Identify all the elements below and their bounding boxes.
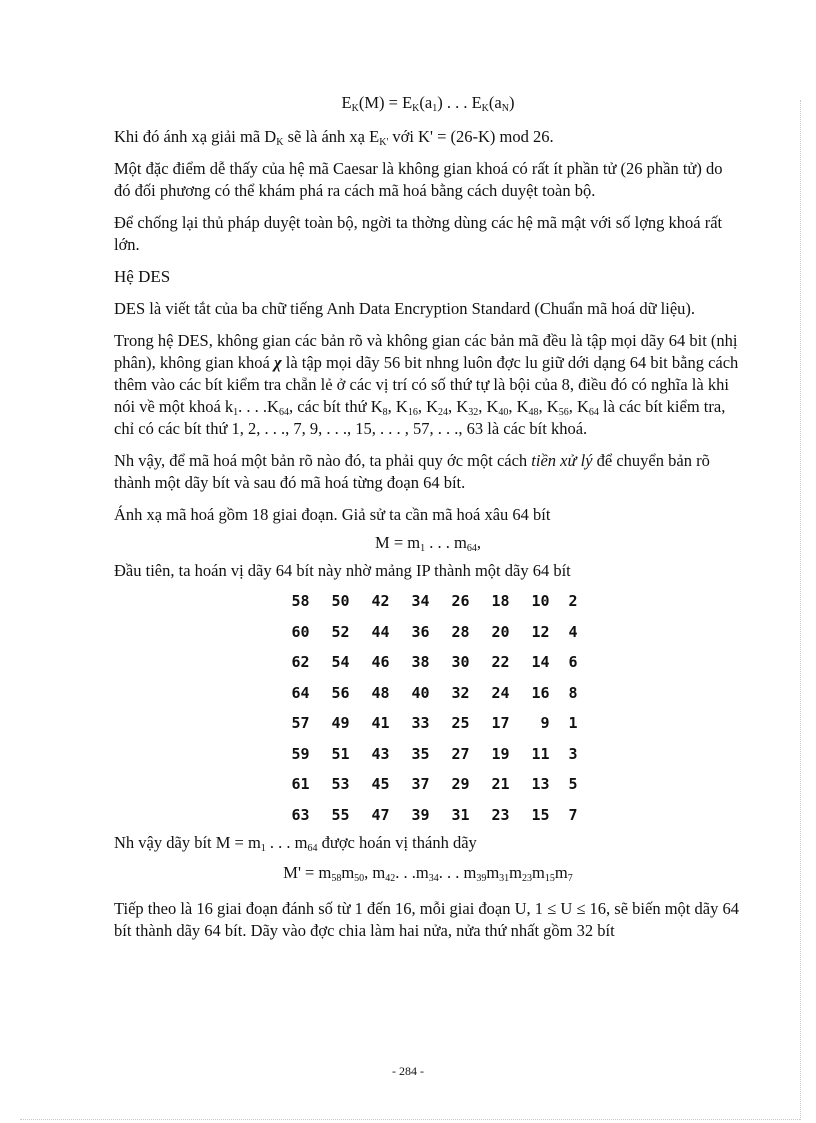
text: , K — [508, 397, 529, 416]
text: , m — [364, 863, 386, 882]
table-cell: 9 — [540, 714, 550, 733]
page-number: - 284 - — [392, 1064, 424, 1078]
subscript: 32 — [468, 407, 479, 418]
subscript: 23 — [522, 873, 533, 884]
text: . . . .K — [238, 397, 279, 416]
text: , K — [538, 397, 559, 416]
table-row — [276, 708, 581, 739]
text: . . . m — [265, 833, 308, 852]
page-border-bottom — [20, 1119, 800, 1120]
subscript: 31 — [499, 873, 510, 884]
table-cell: 61 — [291, 775, 310, 794]
table-cell: 48 — [371, 683, 390, 702]
table-cell: 12 — [531, 622, 550, 641]
table-cell: 1 — [568, 714, 578, 733]
subscript: 50 — [354, 873, 365, 884]
text: M = m — [375, 533, 421, 552]
subscript: 40 — [498, 407, 509, 418]
table-cell: 42 — [371, 592, 390, 611]
subscript: 48 — [528, 407, 539, 418]
paragraph-des-space — [114, 330, 742, 440]
table-cell: 34 — [411, 592, 430, 611]
text: , K — [478, 397, 499, 416]
formula-m — [114, 532, 742, 554]
subscript: 56 — [558, 407, 569, 418]
table-cell: 19 — [491, 744, 510, 763]
table-cell: 45 — [371, 775, 390, 794]
table-cell: 24 — [491, 683, 510, 702]
text: , K — [448, 397, 469, 416]
paragraph-des-intro: DES là viết tắt của ba chữ tiếng Anh Data Encryption Standard (Chuẩn mã hoá dữ liệu). — [114, 299, 696, 318]
paragraph-rounds: Tiếp theo là 16 giai đoạn đánh số từ 1 đến 16, mỗi giai đoạn U, 1 ≤ U ≤ 16, sẽ biến một dãy 64 bít thành dãy 64 bít. Dãy vào đợc chia làm hai nửa, nửa thứ nhất gồm 32 bít — [114, 899, 739, 940]
table-cell: 13 — [531, 775, 550, 794]
text: , các bít thứ K — [288, 397, 383, 416]
formula-ek: $E_K(M) = E_K(a_1)$ . . . $E_K(a_N)$ — [341, 93, 515, 114]
text: được hoán vị thánh dãy — [317, 833, 477, 852]
table-cell: 58 — [291, 592, 310, 611]
subscript: 24 — [438, 407, 449, 418]
text: m — [486, 863, 500, 882]
table-row — [276, 617, 581, 648]
table-row — [276, 769, 581, 800]
table-cell: 35 — [411, 744, 430, 763]
subscript: K' — [379, 137, 389, 148]
table-row — [276, 739, 581, 770]
table-row — [276, 586, 581, 617]
text: Nh vậy, để mã hoá một bản rõ nào đó, ta phải quy ớc một cách — [114, 451, 532, 470]
paragraph-counter: Để chống lại thủ pháp duyệt toàn bộ, ngời ta thờng dùng các hệ mã mật với số lợng khoá rất lớn. — [114, 213, 723, 254]
table-cell: 17 — [491, 714, 510, 733]
table-cell: 44 — [371, 622, 390, 641]
table-cell: 29 — [451, 775, 470, 794]
table-cell: 15 — [531, 805, 550, 824]
table-cell: 40 — [411, 683, 430, 702]
table-cell: 43 — [371, 744, 390, 763]
table-cell: 31 — [451, 805, 470, 824]
table-cell: 39 — [411, 805, 430, 824]
table-cell: 53 — [331, 775, 350, 794]
table-cell: 47 — [371, 805, 390, 824]
text: Trong hệ DES, không gian các bản rõ và không gian các bản mã đều là tập mọi dãy 64 bit (nhị phân), không gian khoá — [114, 331, 738, 372]
table-cell: 37 — [411, 775, 430, 794]
table-row — [276, 678, 581, 709]
table-cell: 33 — [411, 714, 430, 733]
table-cell: 62 — [291, 653, 310, 672]
table-cell: 7 — [568, 805, 578, 824]
paragraph-preprocess — [114, 450, 742, 494]
table-cell: 59 — [291, 744, 310, 763]
heading-des: Hệ DES — [114, 267, 171, 286]
table-cell: 52 — [331, 622, 350, 641]
table-cell: 21 — [491, 775, 510, 794]
text: để chuyển bản rõ thành một dãy bít và sau đó mã hoá từng đoạn 64 bít. — [114, 451, 710, 492]
table-cell: 25 — [451, 714, 470, 733]
text: Nh vậy dãy bít M = m — [114, 833, 261, 852]
text: với K' = (26-K) mod 26. — [388, 127, 554, 146]
text: m — [509, 863, 523, 882]
paragraph-ip-intro: Đầu tiên, ta hoán vị dãy 64 bít này nhờ mảng IP thành một dãy 64 bít — [114, 561, 571, 580]
text: m — [532, 863, 545, 882]
table-cell: 55 — [331, 805, 350, 824]
table-cell: 49 — [331, 714, 350, 733]
table-cell: 11 — [531, 744, 550, 763]
subscript: 64 — [278, 407, 289, 418]
text: là các bít kiểm tra, chỉ có các bít thứ 1, 2, . . ., 7, 9, . . ., 15, . . . , 57, . . ., 63 là các bít khoá. — [114, 397, 726, 438]
table-cell: 26 — [451, 592, 470, 611]
table-row — [276, 647, 581, 678]
kappa-symbol: χ — [273, 353, 282, 372]
text: , K — [417, 397, 439, 416]
paragraph-permuted — [114, 832, 742, 854]
italic-term: tiền xử lý — [531, 451, 593, 470]
text: . . .m — [395, 863, 429, 882]
table-cell: 38 — [411, 653, 430, 672]
table-cell: 16 — [531, 683, 550, 702]
table-cell: 57 — [291, 714, 310, 733]
formula-m-prime — [114, 862, 742, 884]
table-cell: 27 — [451, 744, 470, 763]
subscript: 34 — [428, 873, 439, 884]
text: M' = m — [283, 863, 332, 882]
subscript: 1 — [260, 843, 266, 854]
table-cell: 54 — [331, 653, 350, 672]
subscript: 39 — [476, 873, 487, 884]
subscript: 42 — [385, 873, 396, 884]
table-cell: 10 — [531, 592, 550, 611]
table-cell: 36 — [411, 622, 430, 641]
table-cell: 50 — [331, 592, 350, 611]
table-cell: 51 — [331, 744, 350, 763]
table-cell: 41 — [371, 714, 390, 733]
paragraph-stages: Ánh xạ mã hoá gồm 18 giai đoạn. Giả sử ta cần mã hoá xâu 64 bít — [114, 505, 551, 524]
text: sẽ là ánh xạ E — [283, 127, 380, 146]
table-cell: 18 — [491, 592, 510, 611]
table-cell: 22 — [491, 653, 510, 672]
table-cell: 14 — [531, 653, 550, 672]
subscript: 8 — [382, 407, 388, 418]
subscript: 64 — [466, 543, 477, 554]
table-cell: 60 — [291, 622, 310, 641]
page-border-right — [800, 100, 801, 1120]
text: . . . m — [438, 863, 477, 882]
subscript: 16 — [407, 407, 418, 418]
ip-table-body — [276, 586, 581, 830]
table-cell: 6 — [568, 653, 578, 672]
subscript: 7 — [567, 873, 573, 884]
page-content — [114, 92, 742, 952]
text: . . . m — [425, 533, 467, 552]
ip-permutation-table — [276, 586, 581, 830]
text: m — [554, 863, 568, 882]
text: , — [476, 533, 481, 552]
subscript: 15 — [544, 873, 555, 884]
paragraph-decrypt — [114, 126, 742, 148]
table-cell: 8 — [568, 683, 578, 702]
paragraph-caesar: Một đặc điểm dễ thấy của hệ mã Caesar là không gian khoá có rất ít phần tử (26 phần tử) do đó đối phương có thể khám phá ra cách mã hoá bằng cách duyệt toàn bộ. — [114, 159, 723, 200]
table-cell: 23 — [491, 805, 510, 824]
table-cell: 2 — [568, 592, 578, 611]
table-cell: 56 — [331, 683, 350, 702]
subscript: 1 — [233, 407, 239, 418]
subscript: 64 — [588, 407, 599, 418]
table-cell: 30 — [451, 653, 470, 672]
table-row — [276, 800, 581, 831]
text: Khi đó ánh xạ giải mã D — [114, 127, 277, 146]
text: , K — [387, 397, 408, 416]
subscript: 58 — [331, 873, 342, 884]
subscript: K — [276, 137, 284, 148]
table-cell: 32 — [451, 683, 470, 702]
table-cell: 46 — [371, 653, 390, 672]
text: , K — [568, 397, 589, 416]
subscript: 64 — [307, 843, 318, 854]
table-cell: 3 — [568, 744, 578, 763]
text: m — [341, 863, 355, 882]
table-cell: 5 — [568, 775, 578, 794]
text: là tập mọi dãy 56 bit nhng luôn đợc lu giữ dới dạng 64 bit bằng cách thêm vào các bít kiểm tra chẵn lẻ ở các vị trí có số thứ tự là bội của 8, điều đó có nghĩa là khi nói về một khoá k — [114, 353, 739, 416]
table-cell: 20 — [491, 622, 510, 641]
table-cell: 28 — [451, 622, 470, 641]
table-cell: 4 — [568, 622, 578, 641]
table-cell: 64 — [291, 683, 310, 702]
table-cell: 63 — [291, 805, 310, 824]
subscript: 1 — [420, 543, 426, 554]
